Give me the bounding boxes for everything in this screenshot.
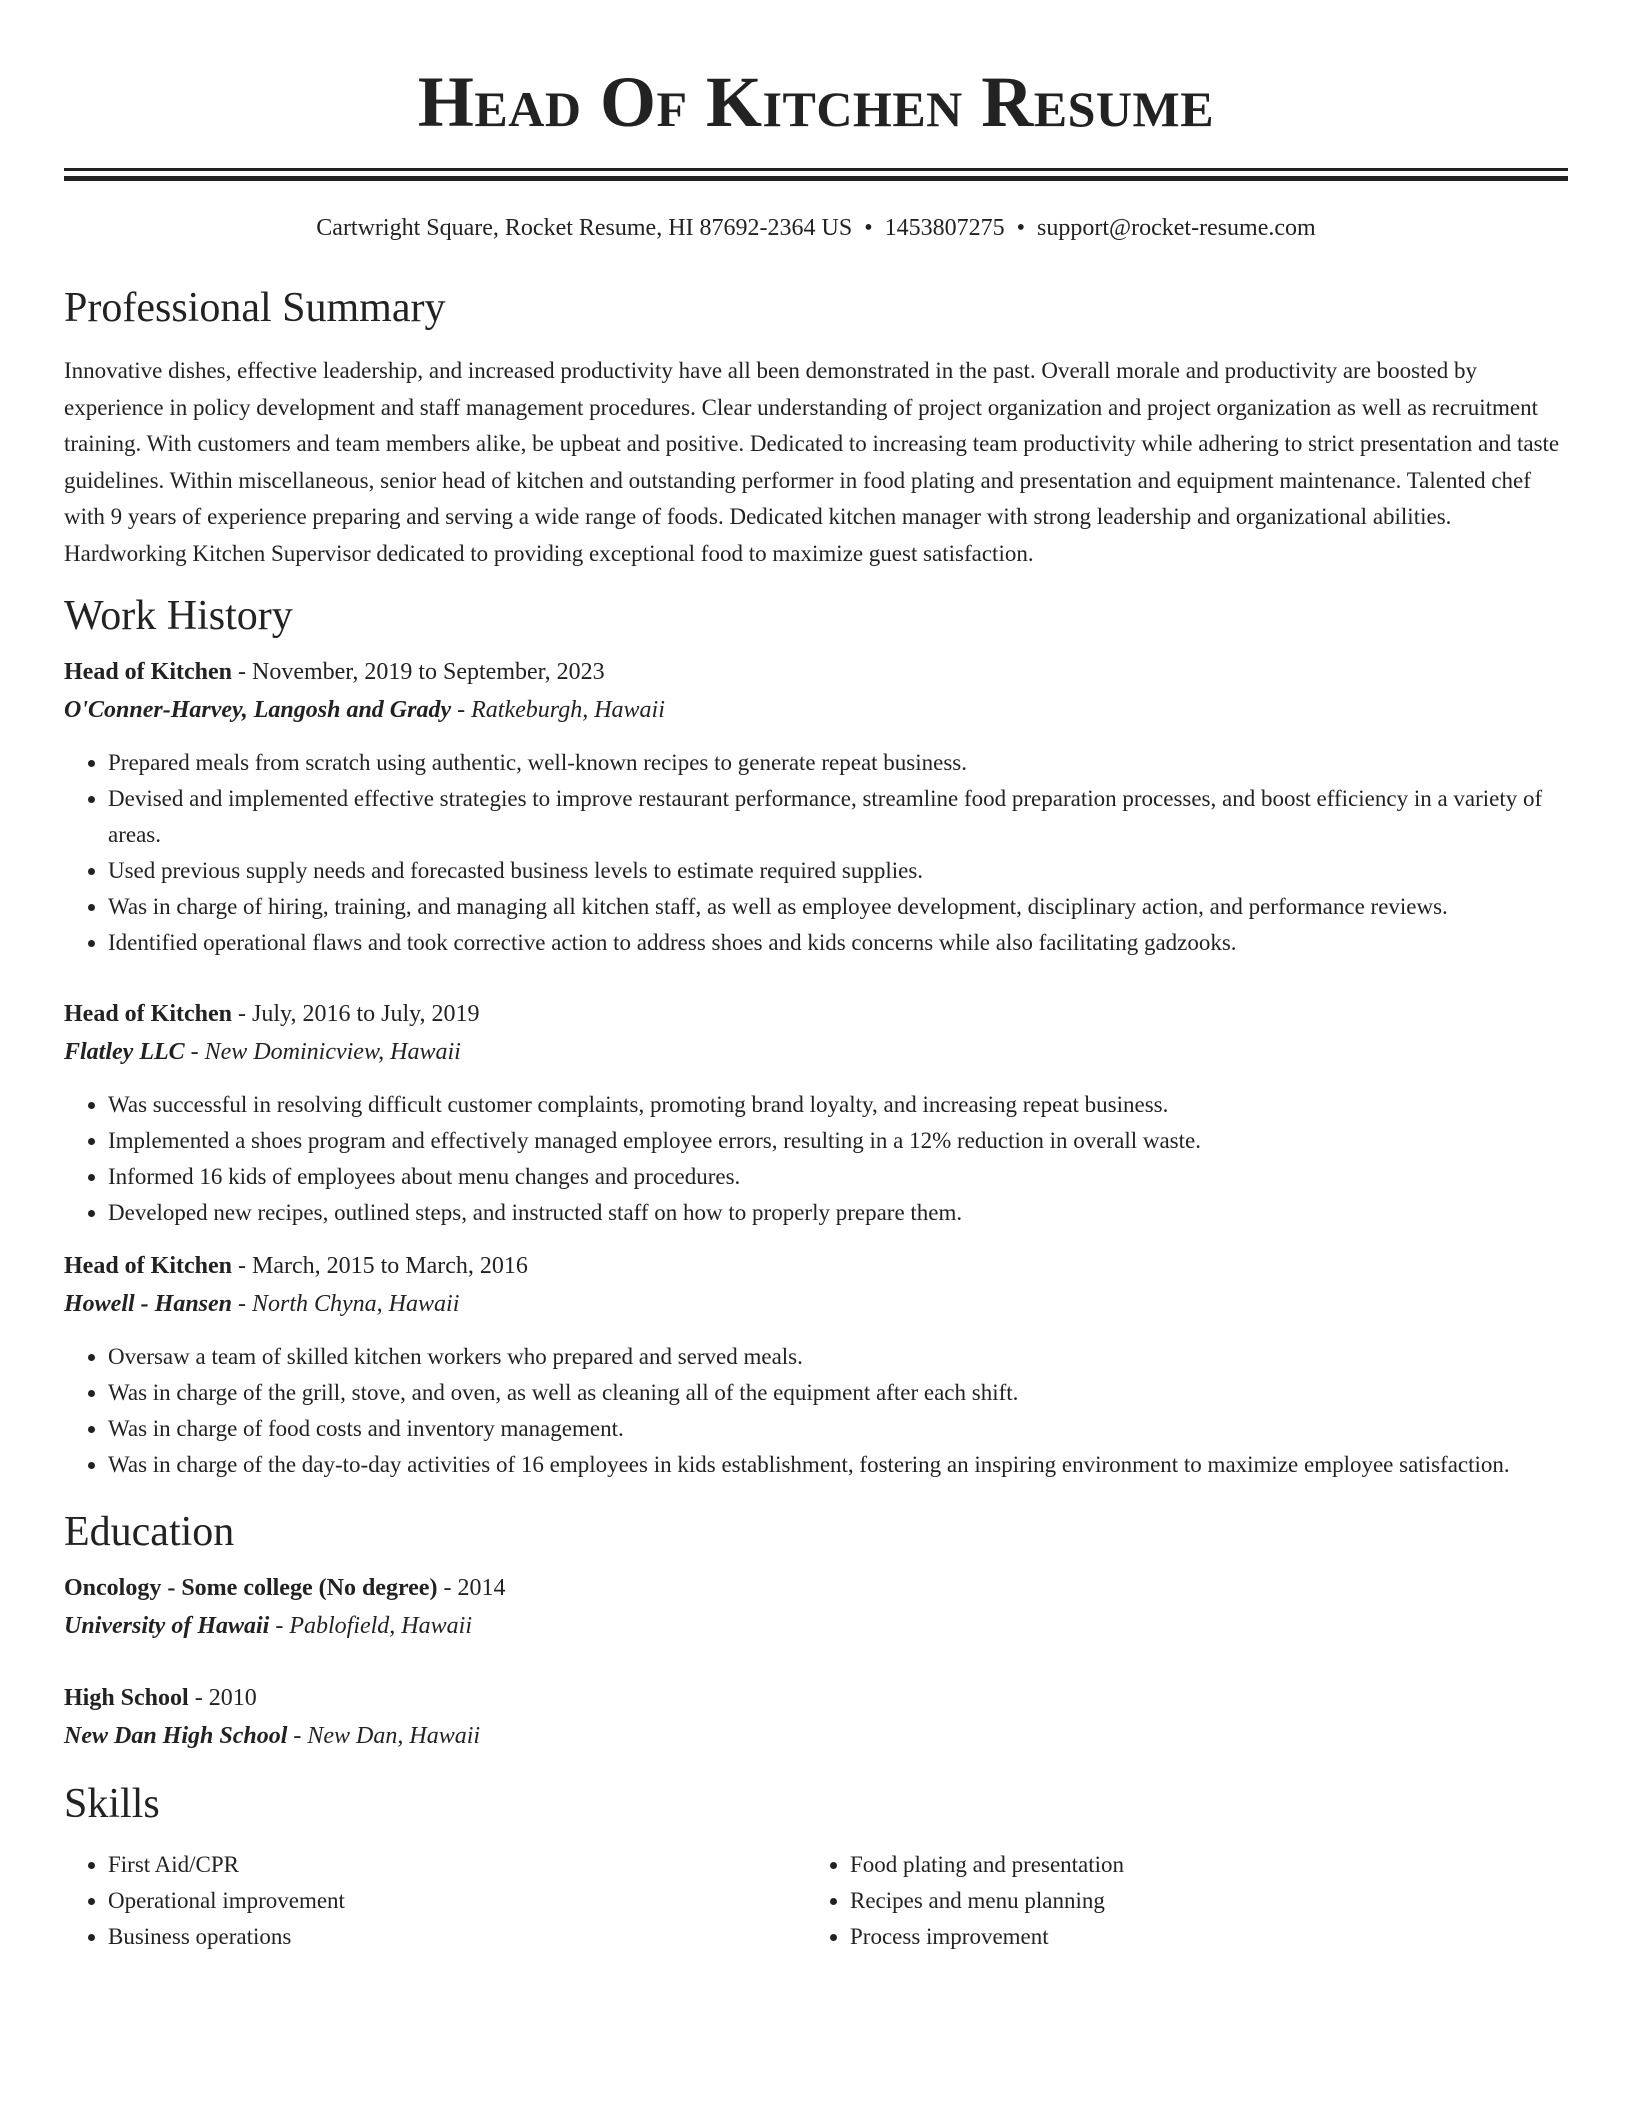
skills-grid bbox=[64, 1847, 1568, 1955]
education-heading: Education bbox=[64, 1509, 235, 1555]
job-company-line bbox=[64, 1033, 1568, 1071]
job-duties-list bbox=[64, 1087, 1568, 1231]
contact-email: support@rocket-resume.com bbox=[1037, 215, 1316, 241]
job-duty: • Prepared meals from scratch using authentic, well-known recipes to generate repeat business. bbox=[108, 745, 1568, 781]
job-duties-list bbox=[64, 1339, 1568, 1483]
job-duty: • Oversaw a team of skilled kitchen workers who prepared and served meals. bbox=[108, 1339, 1568, 1375]
job-title-line bbox=[64, 1247, 1568, 1285]
skill-item: • First Aid/CPR bbox=[108, 1847, 806, 1883]
contact-separator: • bbox=[1016, 215, 1026, 241]
skills-column-left bbox=[64, 1847, 806, 1955]
job-duty: • Was successful in resolving difficult customer complaints, promoting brand loyalty, and increasing repeat business. bbox=[108, 1087, 1568, 1123]
job-dates: - November, 2019 to September, 2023 bbox=[232, 659, 605, 685]
job-dates: - July, 2016 to July, 2019 bbox=[232, 1001, 480, 1027]
contact-separator: • bbox=[864, 215, 873, 241]
contact-line bbox=[64, 213, 1568, 243]
education-degree-line bbox=[64, 1679, 1568, 1717]
summary-heading: Professional Summary bbox=[64, 285, 446, 331]
skill-item: • Operational improvement bbox=[108, 1883, 806, 1919]
skills-list bbox=[64, 1847, 806, 1955]
summary-text: Innovative dishes, effective leadership, and increased productivity have all been demonstrated in the past. Overall morale and productivity are boosted by experience in policy development and staff management procedures. Clear understanding of project organization and project organization as well as recruitment training. With customers and team members alike, be upbeat and positive. Dedicated to increasing team productivity while adhering to strict presentation and taste guidelines. Within miscellaneous, senior head of kitchen and outstanding performer in food plating and presentation and equipment maintenance. Talented chef with 9 years of experience preparing and serving a wide range of foods. Dedicated kitchen manager with strong leadership and organizational abilities. Hardworking Kitchen Supervisor dedicated to providing exceptional food to maximize guest satisfaction. bbox=[64, 358, 1560, 566]
job-duty: • Devised and implemented effective strategies to improve restaurant performance, streamline food preparation processes, and boost efficiency in a variety of areas. bbox=[108, 781, 1568, 853]
work-history-heading: Work History bbox=[64, 593, 293, 639]
job-duty: • Developed new recipes, outlined steps, and instructed staff on how to properly prepare them. bbox=[108, 1195, 1568, 1231]
skills-list bbox=[806, 1847, 1548, 1955]
job-title: Head of Kitchen bbox=[64, 1253, 232, 1279]
education-location: - Pablofield, Hawaii bbox=[269, 1613, 472, 1639]
title-divider-bottom bbox=[64, 176, 1568, 181]
education-school: New Dan High School bbox=[64, 1723, 288, 1749]
job-duty: • Identified operational flaws and took corrective action to address shoes and kids concerns while also facilitating gadzooks. bbox=[108, 925, 1568, 961]
skill-item: • Business operations bbox=[108, 1919, 806, 1955]
skill-item: • Food plating and presentation bbox=[850, 1847, 1548, 1883]
contact-phone: 1453807275 bbox=[884, 215, 1005, 241]
job-duty: • Was in charge of the day-to-day activities of 16 employees in kids establishment, fostering an inspiring environment to maximize employee satisfaction. bbox=[108, 1447, 1568, 1483]
job-entry bbox=[64, 653, 1568, 961]
education-degree: High School bbox=[64, 1685, 189, 1711]
job-duty: • Was in charge of the grill, stove, and oven, as well as cleaning all of the equipment after each shift. bbox=[108, 1375, 1568, 1411]
education-school: University of Hawaii bbox=[64, 1613, 270, 1639]
job-company-line bbox=[64, 1285, 1568, 1323]
job-location: - New Dominicview, Hawaii bbox=[184, 1039, 461, 1065]
job-title: Head of Kitchen bbox=[64, 659, 232, 685]
job-company: Flatley LLC bbox=[64, 1039, 185, 1065]
education-year: - 2014 bbox=[437, 1575, 506, 1601]
job-company-line bbox=[64, 691, 1568, 729]
job-title: Head of Kitchen bbox=[64, 1001, 232, 1027]
job-company: O'Conner-Harvey, Langosh and Grady bbox=[64, 697, 452, 723]
education-entry bbox=[64, 1679, 1568, 1755]
education-degree-line bbox=[64, 1569, 1568, 1607]
job-duty: • Used previous supply needs and forecasted business levels to estimate required supplies. bbox=[108, 853, 1568, 889]
job-title-line bbox=[64, 995, 1568, 1033]
education-location: - New Dan, Hawaii bbox=[287, 1723, 481, 1749]
resume-title: Head Of Kitchen Resume bbox=[417, 62, 1215, 142]
education-school-line bbox=[64, 1607, 1568, 1645]
job-entry bbox=[64, 1247, 1568, 1483]
skills-heading: Skills bbox=[64, 1781, 160, 1827]
job-title-line bbox=[64, 653, 1568, 691]
job-duty: • Was in charge of hiring, training, and managing all kitchen staff, as well as employee development, disciplinary action, and performance reviews. bbox=[108, 889, 1568, 925]
education-degree: Oncology - Some college (No degree) bbox=[64, 1575, 438, 1601]
title-divider-top bbox=[64, 168, 1568, 171]
job-duty: • Informed 16 kids of employees about menu changes and procedures. bbox=[108, 1159, 1568, 1195]
job-duty: • Was in charge of food costs and inventory management. bbox=[108, 1411, 1568, 1447]
skill-item: • Recipes and menu planning bbox=[850, 1883, 1548, 1919]
contact-address: Cartwright Square, Rocket Resume, HI 87692-2364 US bbox=[316, 215, 853, 241]
education-entry bbox=[64, 1569, 1568, 1645]
job-duty: • Implemented a shoes program and effectively managed employee errors, resulting in a 12% reduction in overall waste. bbox=[108, 1123, 1568, 1159]
job-dates: - March, 2015 to March, 2016 bbox=[232, 1253, 528, 1279]
job-location: - Ratkeburgh, Hawaii bbox=[451, 697, 665, 723]
job-duties-list bbox=[64, 745, 1568, 961]
job-entry bbox=[64, 995, 1568, 1231]
education-year: - 2010 bbox=[188, 1685, 257, 1711]
job-location: - North Chyna, Hawaii bbox=[232, 1291, 460, 1317]
education-school-line bbox=[64, 1717, 1568, 1755]
skill-item: • Process improvement bbox=[850, 1919, 1548, 1955]
job-company: Howell - Hansen bbox=[64, 1291, 233, 1317]
skills-column-right bbox=[806, 1847, 1548, 1955]
